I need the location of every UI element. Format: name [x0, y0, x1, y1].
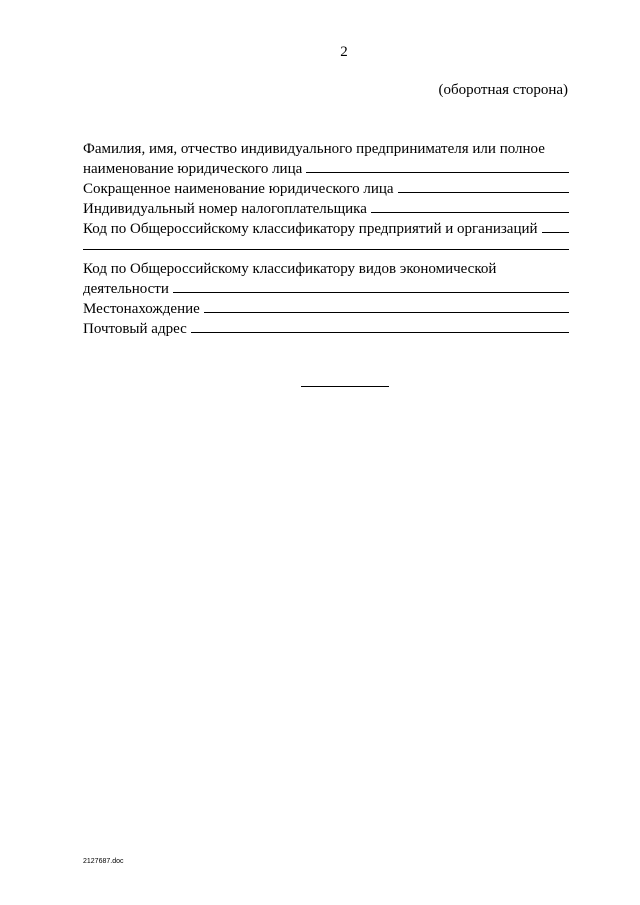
okved-label-line2: деятельности [83, 281, 169, 297]
location-row [83, 299, 569, 319]
okpo-continuation-line[interactable] [83, 239, 569, 250]
page-number: 2 [340, 44, 348, 60]
short-name-input-line[interactable] [398, 179, 569, 193]
document-filename: 2127687.doc [83, 858, 124, 865]
inn-input-line[interactable] [371, 199, 569, 213]
okved-label-line1: Код по Общероссийскому классификатору видов экономической [83, 261, 497, 277]
fio-row-1 [83, 140, 569, 159]
postal-address-label: Почтовый адрес [83, 321, 187, 337]
okpo-label: Код по Общероссийскому классификатору предприятий и организаций [83, 221, 538, 237]
inn-label: Индивидуальный номер налогоплательщика [83, 201, 367, 217]
organization-details-form [83, 140, 569, 339]
short-name-label: Сокращенное наименование юридического лица [83, 181, 394, 197]
fio-label-line2: наименование юридического лица [83, 161, 303, 177]
end-divider [301, 386, 389, 387]
okved-input-line[interactable] [173, 279, 569, 293]
okved-row-2 [83, 279, 569, 299]
postal-address-input-line[interactable] [191, 319, 569, 333]
spacer [83, 250, 569, 260]
fio-input-line[interactable] [306, 159, 569, 173]
short-name-row [83, 179, 569, 199]
postal-address-row [83, 319, 569, 339]
okpo-row [83, 219, 569, 239]
fio-label-line1: Фамилия, имя, отчество индивидуального предпринимателя или полное [83, 141, 545, 157]
okved-row-1 [83, 260, 569, 279]
fio-row-2 [83, 159, 569, 179]
location-label: Местонахождение [83, 301, 200, 317]
okpo-input-line[interactable] [542, 219, 569, 233]
reverse-side-note: (оборотная сторона) [438, 82, 568, 98]
inn-row [83, 199, 569, 219]
location-input-line[interactable] [204, 299, 569, 313]
